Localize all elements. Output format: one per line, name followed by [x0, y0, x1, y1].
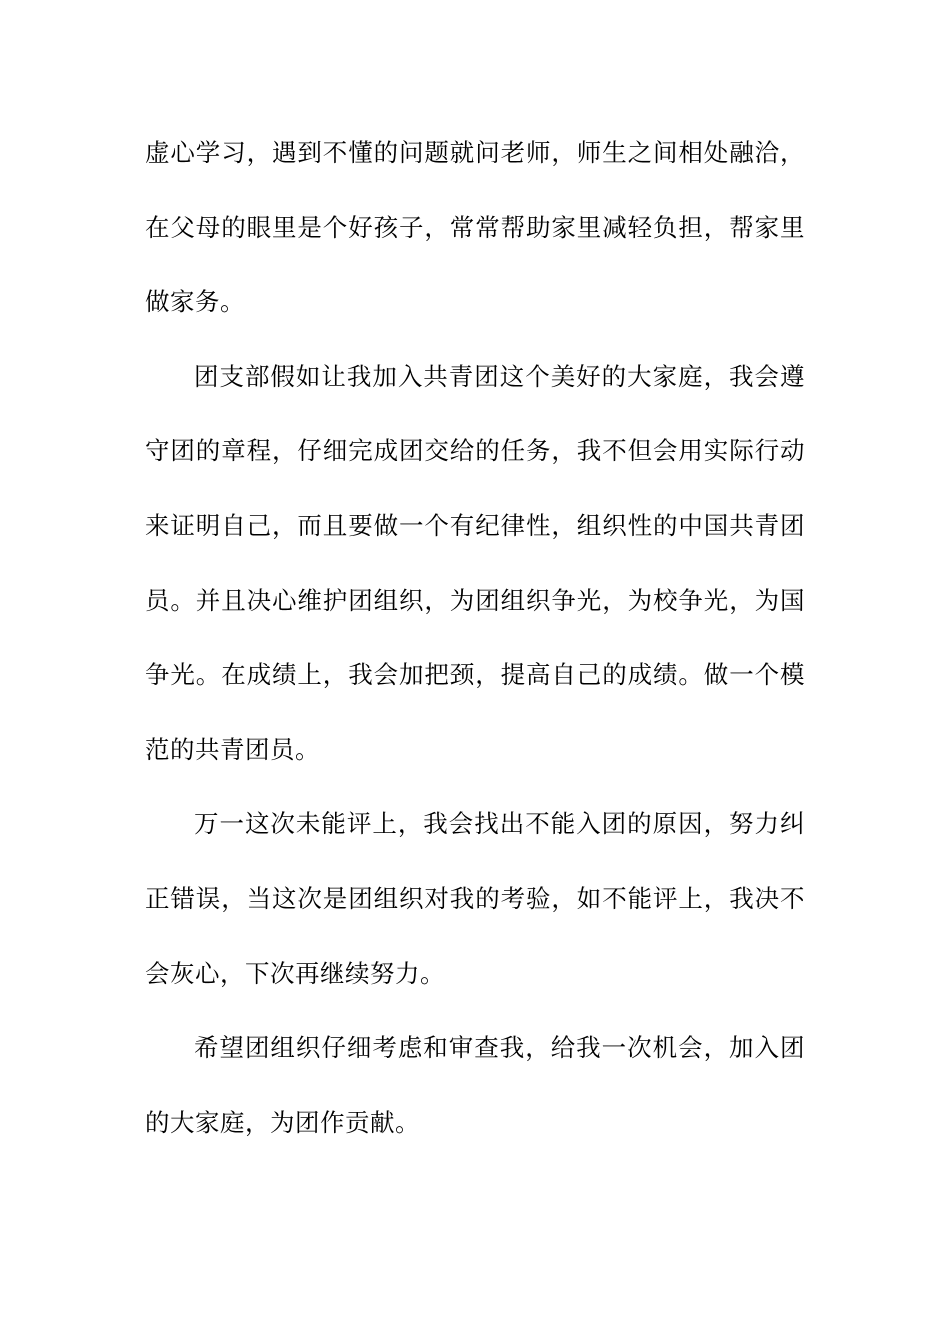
- paragraph-if-not-selected: 万一这次未能评上，我会找出不能入团的原因，努力纠正错误，当这次是团组织对我的考验，如不能评上，我决不会灰心，下次再继续努力。: [145, 809, 805, 988]
- paragraph-closing-hope: 希望团组织仔细考虑和审查我，给我一次机会，加入团的大家庭，为团作贡献。: [145, 1033, 805, 1137]
- paragraph-continuation: 虚心学习，遇到不懂的问题就问老师，师生之间相处融洽，在父母的眼里是个好孩子，常常帮助家里减轻负担，帮家里做家务。: [145, 138, 805, 317]
- document-body: [145, 116, 805, 1160]
- paragraph-commitment: 团支部假如让我加入共青团这个美好的大家庭，我会遵守团的章程，仔细完成团交给的任务，我不但会用实际行动来证明自己，而且要做一个有纪律性，组织性的中国共青团员。并且决心维护团组织，为团组织争光，为校争光，为国争光。在成绩上，我会加把颈，提高自己的成绩。做一个模范的共青团员。: [145, 361, 805, 764]
